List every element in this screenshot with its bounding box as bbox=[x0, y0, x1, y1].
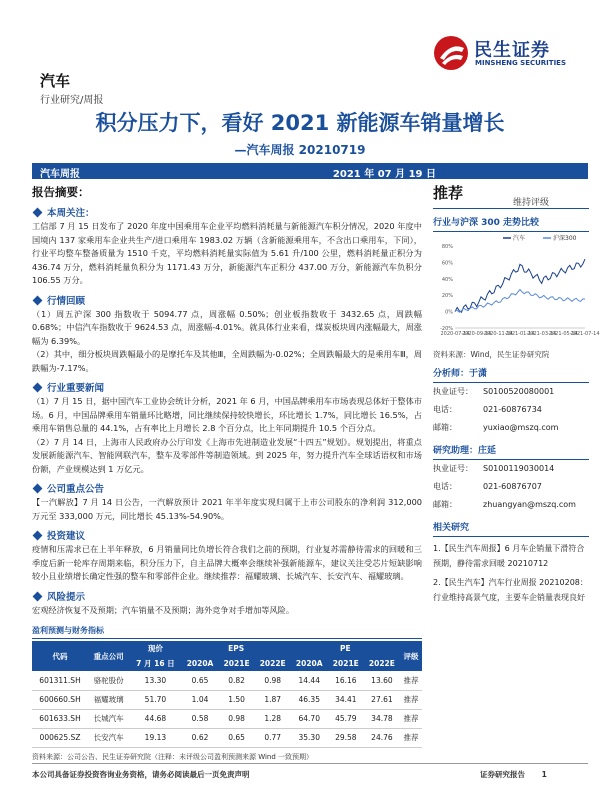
cell-price: 13.30 bbox=[129, 671, 181, 690]
y-tick-label: -20% bbox=[440, 326, 453, 332]
series-line-1 bbox=[455, 290, 585, 313]
info-key: 执业证号： bbox=[433, 464, 473, 473]
cell-eps: 1.87 bbox=[255, 690, 291, 709]
table-row bbox=[32, 690, 422, 709]
cell-eps: 1.28 bbox=[255, 709, 291, 728]
x-tick-label: 2021-05-14 bbox=[548, 331, 578, 337]
cell-pe: 35.30 bbox=[291, 728, 328, 747]
info-value: 021-60876707 bbox=[483, 482, 542, 491]
summary-sections bbox=[32, 205, 422, 617]
section-heading bbox=[32, 380, 422, 394]
report-type: 行业研究/周报 bbox=[40, 95, 104, 106]
section-heading bbox=[32, 481, 422, 495]
cell-pe: 14.44 bbox=[291, 671, 328, 690]
info-key: 执业证号： bbox=[433, 387, 473, 396]
cell-rating: 推荐 bbox=[400, 671, 422, 690]
info-value: zhuangyan@mszq.com bbox=[483, 500, 576, 509]
cell-price: 19.13 bbox=[129, 728, 181, 747]
summary-column bbox=[32, 182, 422, 762]
x-tick-label: 2020-09-14 bbox=[462, 331, 492, 337]
analyst-title: 分析师：于潇 bbox=[433, 366, 589, 383]
legend-label: 沪深300 bbox=[553, 235, 577, 242]
th-year: 2022E bbox=[255, 656, 291, 671]
cell-eps: 0.62 bbox=[182, 728, 219, 747]
related-link[interactable]: 2.【民生汽车】汽车行业周报 20210208：行业维持高景气度，主要车企销量表现良好 bbox=[433, 578, 588, 602]
minsheng-logo-icon bbox=[432, 34, 470, 72]
th-rating: 评级 bbox=[400, 641, 422, 671]
forecast-table bbox=[32, 641, 422, 748]
trend-chart bbox=[433, 232, 600, 342]
cell-pe: 13.60 bbox=[364, 671, 400, 690]
brand-name-cn: 民生证券 bbox=[474, 40, 550, 61]
header-bar bbox=[32, 163, 588, 179]
sidebar bbox=[433, 182, 600, 605]
cell-pe: 64.70 bbox=[291, 709, 328, 728]
section-heading-text: 风险提示 bbox=[47, 591, 86, 603]
cell-eps: 0.65 bbox=[219, 728, 255, 747]
info-value: S0100119030014 bbox=[483, 464, 555, 473]
legend-label: 汽车 bbox=[513, 235, 526, 242]
y-tick-label: 40% bbox=[441, 276, 453, 283]
y-tick-label: 80% bbox=[441, 244, 453, 250]
th-year: 2021E bbox=[328, 656, 364, 671]
th-year: 2022E bbox=[364, 656, 400, 671]
section-paragraph: 【一汽解放】7 月 14 日公告，一汽解放预计 2021 年半年度实现归属于上市公司股东的净利润 312,000 万元至 333,000 万元，同比增长 45.13%-54.90%。 bbox=[32, 497, 422, 521]
page-number: 1 bbox=[541, 770, 547, 779]
section-heading bbox=[32, 528, 422, 542]
footer-divider bbox=[32, 763, 588, 764]
section-paragraph: （2）其中，细分板块周跌幅最小的是摩托车及其他Ⅲ，全周跌幅为-0.02%；全周跌幅最大的是乘用车Ⅲ，周跌幅为-7.17%。 bbox=[32, 349, 422, 373]
assistant-title: 研究助理：庄延 bbox=[433, 443, 589, 460]
recommend-label: 推荐 bbox=[433, 184, 464, 202]
section-paragraph: 工信部 7 月 15 日发布了 2020 年度中国乘用车企业平均燃料消耗量与新能源汽车积分情况，2020 年度中国境内 137 家乘用车企业共生产/进口乘用车 1983.02 万辆（含新能源乘用车，不含出口乘用车，下同），行业平均整车整备质量为 1510 千克，平均燃料消耗量实际值为 5.61 升/100 公里，燃料消耗量正积分为 436.74 万分，燃料消耗量负积分为 1171.43 万分，新能源汽车正积分 437.00 万分，新能源汽车负积分 106.55 万分。 bbox=[32, 221, 422, 285]
info-key: 电话： bbox=[433, 405, 457, 414]
info-row bbox=[433, 460, 589, 478]
footer-report-label: 证券研究报告 bbox=[480, 770, 525, 779]
cell-name: 长城汽车 bbox=[88, 709, 129, 728]
section-heading-text: 行业重要新闻 bbox=[47, 383, 105, 394]
cell-pe: 29.58 bbox=[328, 728, 364, 747]
cell-name: 骆驼股份 bbox=[88, 671, 129, 690]
info-key: 电话： bbox=[433, 482, 457, 491]
chart-source: 资料来源：Wind，民生证券研究院 bbox=[433, 350, 550, 359]
section-heading-text: 公司重点公告 bbox=[47, 484, 105, 495]
section-paragraph: 疫情和压需求已在上半年释放，6 月销量同比负增长符合我们之前的预期，行业复苏需静待需求的回暖和三季度后新一轮库存周期来临，积分压力下，自主品牌大概率会继续补强新能源车，建议关注受芯片短缺影响较小且业绩增长确定性强的整车和零部件企业。继续推荐：福耀玻璃、长城汽车、长安汽车、福耀玻璃。 bbox=[32, 544, 422, 581]
rating-label: 维持评级 bbox=[513, 198, 550, 208]
section-paragraph: （2）7 月 14 日，上海市人民政府办公厅印发《上海市先进制造业发展“十四五”规划》。规划提出，将重点发展新能源汽车、智能网联汽车，整车及零部件等制造领域。到 2025 年，努力提升汽车全球话语权和市场份额，产业规模达到 1 万亿元。 bbox=[32, 436, 422, 474]
cell-eps: 0.65 bbox=[182, 671, 219, 690]
cell-eps: 0.77 bbox=[255, 728, 291, 747]
cell-eps: 1.04 bbox=[182, 690, 219, 709]
info-row bbox=[433, 401, 589, 419]
section-heading-text: 投资建议 bbox=[47, 531, 86, 542]
x-tick-label: 2021-01-14 bbox=[505, 331, 535, 337]
diamond-bullet-icon bbox=[33, 208, 43, 218]
cell-name: 福耀玻璃 bbox=[88, 690, 129, 709]
summary-heading: 报告摘要： bbox=[32, 185, 90, 199]
section-heading-text: 本周关注： bbox=[47, 208, 95, 219]
info-row bbox=[433, 478, 589, 496]
related-title: 相关研究 bbox=[433, 520, 589, 537]
bar-report-date: 2021 年 07 月 19 日 bbox=[332, 169, 436, 180]
info-key: 邮箱： bbox=[433, 500, 457, 509]
brand-name-en: MINSHENG SECURITIES bbox=[475, 59, 566, 67]
sidebar-divider bbox=[433, 208, 589, 209]
info-row bbox=[433, 383, 589, 401]
cell-pe: 45.79 bbox=[328, 709, 364, 728]
cell-eps: 1.50 bbox=[219, 690, 255, 709]
th-year: 2021E bbox=[219, 656, 255, 671]
cell-pe: 34.41 bbox=[328, 690, 364, 709]
footer-right bbox=[480, 769, 547, 780]
diamond-bullet-icon bbox=[33, 591, 43, 601]
table-row bbox=[32, 709, 422, 728]
cell-price: 44.68 bbox=[129, 709, 181, 728]
cell-pe: 34.78 bbox=[364, 709, 400, 728]
th-pe: PE bbox=[291, 641, 400, 656]
th-eps: EPS bbox=[182, 641, 291, 656]
related-list bbox=[433, 541, 589, 605]
brand-logo bbox=[432, 34, 592, 74]
x-tick-label: 2021-07-14 bbox=[570, 331, 600, 337]
info-value: 021-60876734 bbox=[483, 405, 542, 414]
th-name: 重点公司 bbox=[88, 641, 129, 671]
related-link[interactable]: 1.【民生汽车周报】6 月车企销量下滑符合预期，静待需求回暖 20210712 bbox=[433, 544, 585, 568]
cell-eps: 0.98 bbox=[255, 671, 291, 690]
y-tick-label: 60% bbox=[441, 260, 453, 267]
cell-rating: 推荐 bbox=[400, 690, 422, 709]
cell-code: 000625.SZ bbox=[32, 728, 88, 747]
section-heading bbox=[32, 293, 422, 307]
y-tick-label: 20% bbox=[441, 293, 453, 300]
assistant-info bbox=[433, 460, 589, 514]
th-code: 代码 bbox=[32, 641, 88, 671]
x-tick-label: 2020-07-14 bbox=[440, 331, 470, 337]
footer-disclaimer: 本公司具备证券投资咨询业务资格，请务必阅读最后一页免责声明 bbox=[32, 770, 250, 779]
info-value: S0100520080001 bbox=[483, 387, 555, 396]
forecast-table-title: 盈利预测与财务指标 bbox=[32, 625, 422, 639]
report-subtitle: —汽车周报 20210719 bbox=[234, 143, 366, 157]
section-paragraph: （1）周五沪深 300 指数收于 5094.77 点，周涨幅 0.50%；创业板指数收于 3432.65 点，周跌幅 0.68%；中信汽车指数收于 9624.53 点，周涨幅-4.01%。就具体行业来看，煤炭板块周内涨幅最大，周涨幅为 6.39%。 bbox=[32, 308, 422, 346]
section-heading bbox=[32, 205, 422, 219]
diamond-bullet-icon bbox=[33, 531, 43, 541]
th-year: 2020A bbox=[291, 656, 328, 671]
th-year: 2020A bbox=[182, 656, 219, 671]
cell-code: 601311.SH bbox=[32, 671, 88, 690]
cell-name: 长安汽车 bbox=[88, 728, 129, 747]
bar-report-label: 汽车周报 bbox=[40, 169, 80, 180]
diamond-bullet-icon bbox=[33, 484, 43, 494]
cell-pe: 16.16 bbox=[328, 671, 364, 690]
th-price-date: 7 月 16 日 bbox=[129, 656, 181, 671]
section-paragraph: 宏观经济恢复不及预期；汽车销量不及预期；海外竞争对手增加等风险。 bbox=[32, 604, 295, 615]
chart-title: 行业与沪深 300 走势比较 bbox=[433, 215, 589, 232]
cell-pe: 27.61 bbox=[364, 690, 400, 709]
cell-pe: 46.35 bbox=[291, 690, 328, 709]
y-tick-label: 0% bbox=[445, 309, 453, 316]
cell-eps: 0.58 bbox=[182, 709, 219, 728]
cell-eps: 0.98 bbox=[219, 709, 255, 728]
forecast-table-note: 资料来源：公司公告、民生证券研究院（注释：未评级公司盈利预测来源 Wind 一致预期） bbox=[32, 752, 314, 761]
info-key: 邮箱： bbox=[433, 423, 457, 432]
table-row bbox=[32, 671, 422, 690]
industry-label: 汽车 bbox=[40, 72, 71, 90]
x-tick-label: 2021-03-14 bbox=[527, 331, 557, 337]
info-row bbox=[433, 496, 589, 514]
section-paragraph: （1）7 月 15 日，据中国汽车工业协会统计分析，2021 年 6 月，中国品牌乘用车市场表现总体好于整体市场。6 月，中国品牌乘用车销量环比略增，同比继续保持较快增长，环比增长 1.7%，同比增长 16.5%，占乘用车销售总量的 44.1%，占有率比上月增长 2.8 个百分点，比上年同期提升 10.5 个百分点。 bbox=[32, 396, 422, 433]
cell-rating: 推荐 bbox=[400, 728, 422, 747]
section-heading-text: 行情回顾 bbox=[47, 295, 86, 307]
forecast-table-body bbox=[32, 671, 422, 747]
report-title: 积分压力下，看好 2021 新能源车销量增长 bbox=[95, 111, 505, 135]
cell-pe: 24.76 bbox=[364, 728, 400, 747]
diamond-bullet-icon bbox=[33, 295, 43, 305]
diamond-bullet-icon bbox=[33, 383, 43, 393]
cell-code: 601633.SH bbox=[32, 709, 88, 728]
info-row bbox=[433, 419, 589, 437]
cell-eps: 0.82 bbox=[219, 671, 255, 690]
analyst-info bbox=[433, 383, 589, 437]
series-line-0 bbox=[455, 259, 585, 312]
info-value: yuxiao@mszq.com bbox=[483, 423, 559, 432]
cell-code: 600660.SH bbox=[32, 690, 88, 709]
x-tick-label: 2020-11-14 bbox=[483, 331, 513, 337]
cell-price: 51.70 bbox=[129, 690, 181, 709]
table-row bbox=[32, 728, 422, 747]
section-heading bbox=[32, 589, 422, 603]
th-price: 现价 bbox=[129, 641, 181, 656]
cell-rating: 推荐 bbox=[400, 709, 422, 728]
